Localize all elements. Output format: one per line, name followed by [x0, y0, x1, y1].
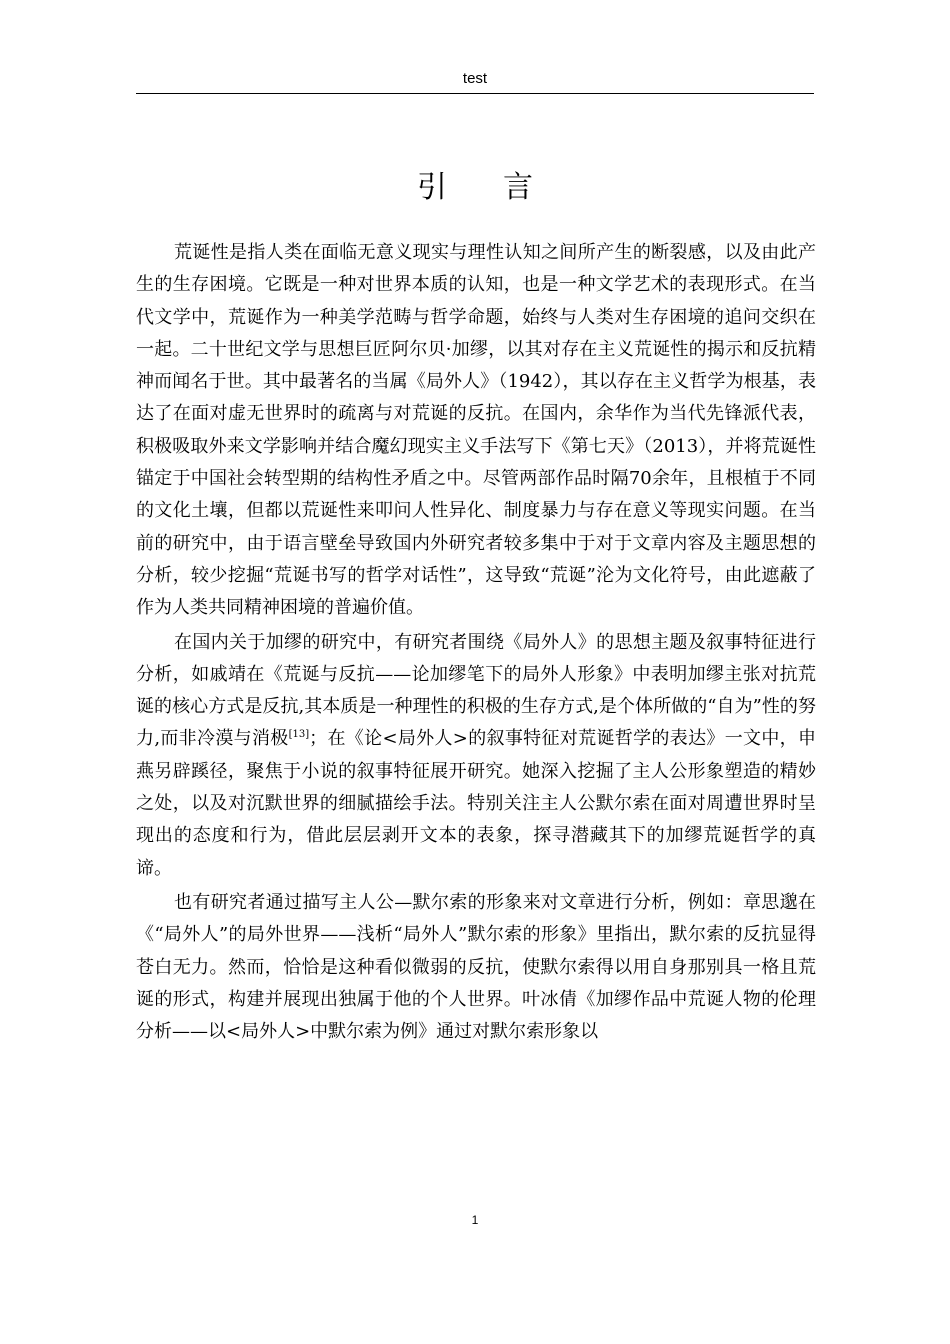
running-header: test [462, 70, 488, 87]
page-number: 1 [471, 1213, 479, 1227]
header-divider [136, 93, 814, 94]
paragraph-2 [136, 627, 816, 885]
page-title: 引言 [417, 170, 589, 205]
paragraph-2-text: 在国内关于加缪的研究中，有研究者围绕《局外人》的思想主题及叙事特征进行分析，如戚靖在《荒诞与反抗——论加缪笔下的局外人形象》中表明加缪主张对抗荒诞的核心方式是反抗,其本质是一种理性的积极的生存方式,是个体所做的“自为”性的努力,而非冷漠与消极 [136, 631, 816, 750]
paragraph-3: 也有研究者通过描写主人公—默尔索的形象来对文章进行分析，例如：章思邈在《“局外人”的局外世界——浅析“局外人”默尔索的形象》里指出，默尔索的反抗显得苍白无力。然而，恰恰是这种看似微弱的反抗，使默尔索得以用自身那别具一格且荒诞的形式，构建并展现出独属于他的个人世界。叶冰倩《加缪作品中荒诞人物的伦理分析——以<局外人>中默尔索为例》通过对默尔索形象以 [136, 891, 816, 1043]
paragraph-1: 荒诞性是指人类在面临无意义现实与理性认知之间所产生的断裂感，以及由此产生的生存困境。它既是一种对世界本质的认知，也是一种文学艺术的表现形式。在当代文学中，荒诞作为一种美学范畴与哲学命题，始终与人类对生存困境的追问交织在一起。二十世纪文学与思想巨匠阿尔贝·加缪，以其对存在主义荒诞性的揭示和反抗精神而闻名于世。其中最著名的当属《局外人》（1942），其以存在主义哲学为根基，表达了在面对虚无世界时的疏离与对荒诞的反抗。在国内，余华作为当代先锋派代表，积极吸取外来文学影响并结合魔幻现实主义手法写下《第七天》（2013），并将荒诞性锚定于中国社会转型期的结构性矛盾之中。尽管两部作品时隔70余年，且根植于不同的文化土壤，但都以荒诞性来叩问人性异化、制度暴力与存在意义等现实问题。在当前的研究中，由于语言壁垒导致国内外研究者较多集中于对于文章内容及主题思想的分析，较少挖掘“荒诞书写的哲学对话性”，这导致“荒诞”沦为文化符号，由此遮蔽了作为人类共同精神困境的普遍价值。 [136, 242, 816, 619]
paragraph-2-text-continued: ；在《论<局外人>的叙事特征对荒诞哲学的表达》一文中，申燕另辟蹊径，聚焦于小说的叙事特征展开研究。她深入挖掘了主人公形象塑造的精妙之处，以及对沉默世界的细腻描绘手法。特别关注主人公默尔索在面对周遭世界时呈现出的态度和行为，借此层层剥开文本的表象，探寻潜藏其下的加缪荒诞哲学的真谛。 [136, 728, 816, 879]
body-text [136, 237, 816, 1048]
citation-marker: [13] [288, 729, 310, 741]
